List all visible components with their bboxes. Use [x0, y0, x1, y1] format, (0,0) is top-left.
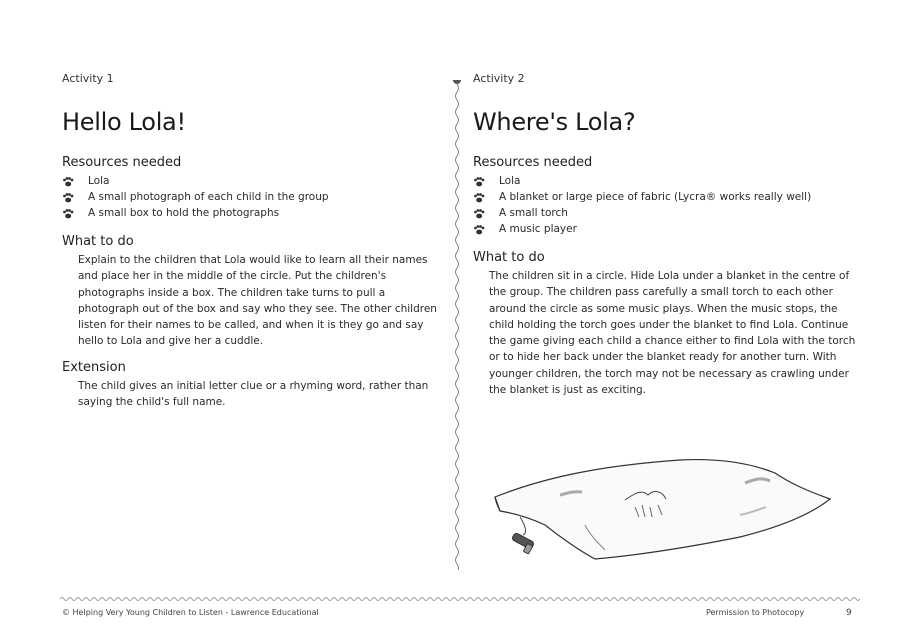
- resources-list: [473, 173, 858, 237]
- what-to-do-section: [473, 250, 858, 398]
- list-item: Lola: [62, 173, 442, 189]
- torch-icon: [511, 532, 534, 554]
- resources-heading: Resources needed: [62, 155, 182, 170]
- list-item: A blanket or large piece of fabric (Lycra® works really well): [473, 189, 858, 205]
- activity-title: Hello Lola!: [62, 108, 186, 136]
- resources-section: [62, 155, 442, 221]
- paw-bullet-icon: [62, 192, 74, 202]
- blanket-torch-illustration: [490, 455, 835, 565]
- extension-heading: Extension: [62, 360, 126, 375]
- page-number: 9: [846, 608, 852, 618]
- what-to-do-heading: What to do: [473, 250, 545, 265]
- activity-label: Activity 1: [62, 72, 114, 85]
- paw-bullet-icon: [62, 176, 74, 186]
- column-divider: [452, 80, 462, 570]
- paw-bullet-icon: [62, 208, 74, 218]
- activity-title: Where's Lola?: [473, 108, 636, 136]
- paw-bullet-icon: [473, 224, 485, 234]
- what-to-do-heading: What to do: [62, 234, 134, 249]
- resources-list: [62, 173, 442, 221]
- footer-copyright: © Helping Very Young Children to Listen - Lawrence Educational: [62, 608, 319, 617]
- list-item: A small box to hold the photographs: [62, 205, 442, 221]
- footer-wavy-rule: [60, 594, 860, 604]
- extension-text: The child gives an initial letter clue or a rhyming word, rather than saying the child's full name.: [78, 380, 429, 409]
- list-item: A small torch: [473, 205, 858, 221]
- list-item: A music player: [473, 221, 858, 237]
- footer-permission: Permission to Photocopy: [706, 608, 805, 617]
- what-to-do-text: The children sit in a circle. Hide Lola under a blanket in the centre of the group. The children pass carefully a small torch to each other around the circle as some music plays. When the music stops, the child holding the torch goes under the blanket to find Lola. Continue the game giving each child a chance either to find Lola with the torch or to hide her back under the blanket ready for another turn. With younger children, the torch may not be necessary as crawling under the blanket is just as exciting.: [489, 270, 856, 397]
- paw-bullet-icon: [473, 176, 485, 186]
- list-item: A small photograph of each child in the group: [62, 189, 442, 205]
- paw-bullet-icon: [473, 208, 485, 218]
- what-to-do-text: Explain to the children that Lola would like to learn all their names and place her in the middle of the circle. Put the children's photographs inside a box. The children take turns to pull a photograph out of the box and say who they see. The other children listen for their names to be called, and when it is they go and say hello to Lola and give her a cuddle.: [78, 254, 437, 348]
- list-item: Lola: [473, 173, 858, 189]
- what-to-do-section: [62, 234, 442, 350]
- paw-bullet-icon: [473, 192, 485, 202]
- extension-section: [62, 360, 442, 411]
- activity-label: Activity 2: [473, 72, 525, 85]
- resources-heading: Resources needed: [473, 155, 593, 170]
- resources-section: [473, 155, 858, 237]
